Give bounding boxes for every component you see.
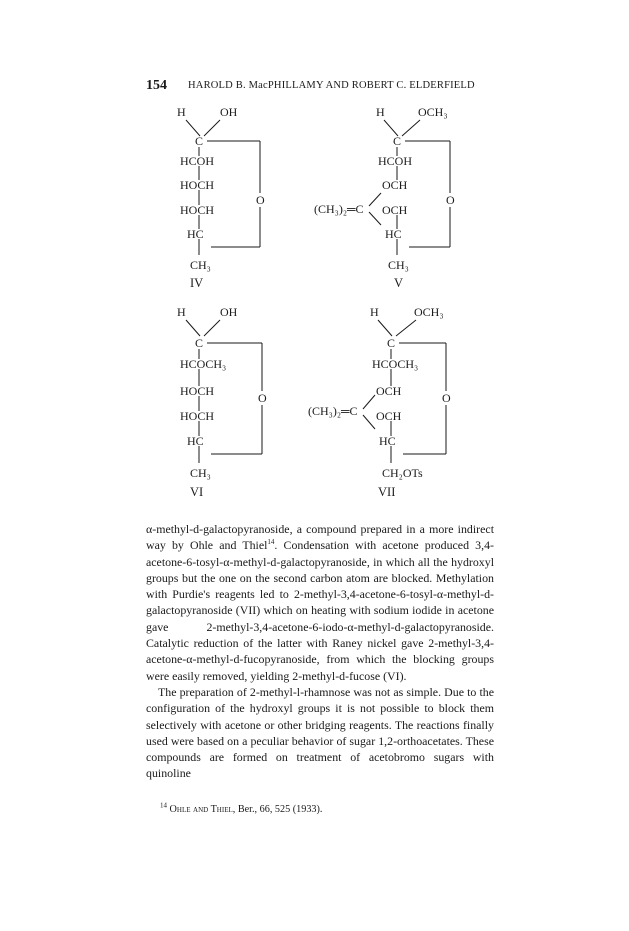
footnote-citation: , Ber., 66, 525 (1933). bbox=[232, 804, 323, 815]
v-label: V bbox=[394, 276, 404, 290]
v-row-2: OCH bbox=[382, 178, 408, 192]
footnote-marker: 14 bbox=[160, 801, 167, 810]
vii-tail: CH₂OTs bbox=[382, 466, 423, 480]
v-isopropylidene: (CH₃)₂═C bbox=[314, 202, 364, 216]
iv-row-4: HC bbox=[187, 227, 204, 241]
iv-row-2: HOCH bbox=[180, 178, 215, 192]
vii-label: VII bbox=[378, 485, 396, 499]
v-row-1: HCOH bbox=[378, 154, 413, 168]
vi-row-4: HC bbox=[187, 434, 204, 448]
iv-row-1: HCOH bbox=[180, 154, 215, 168]
structural-formulas bbox=[140, 103, 500, 513]
paragraph-1 bbox=[146, 521, 494, 684]
vii-row-2: OCH bbox=[376, 384, 402, 398]
iv-ring-oxygen: O bbox=[256, 193, 265, 207]
v-ring-carbon: C bbox=[393, 134, 402, 148]
footnote-authors: Ohle and Thiel bbox=[169, 804, 233, 815]
vi-tail: CH₃ bbox=[190, 466, 211, 480]
vii-row-4: HC bbox=[379, 434, 396, 448]
vii-isopropylidene: (CH₃)₂═C bbox=[308, 404, 358, 418]
formula-diagram bbox=[140, 103, 500, 513]
page-number: 154 bbox=[146, 78, 167, 93]
paragraph-2: The preparation of 2-methyl-l-rhamnose was not as simple. Due to the configuration of the hydroxyl groups it is not possible to block them selectively with acetone or other bridging reagents. The reactions finally used were based on a peculiar behavior of sugar 1,2-orthoacetates. These compounds are formed on treatment of acetobromo sugars with quinoline bbox=[146, 684, 494, 781]
vii-row-1: HCOCH₃ bbox=[372, 357, 419, 371]
vii-top-left: H bbox=[370, 305, 379, 319]
running-head: HAROLD B. MacPHILLAMY AND ROBERT C. ELDERFIELD bbox=[188, 80, 475, 91]
body-text bbox=[146, 521, 494, 782]
footnote-ref: 14 bbox=[267, 538, 275, 547]
footnote bbox=[160, 801, 323, 815]
iv-top-right: OH bbox=[220, 105, 238, 119]
v-ring-oxygen: O bbox=[446, 193, 455, 207]
paragraph-1-rest: . Condensation with acetone produced 3,4-acetone-6-tosyl-α-methyl-d-galactopyranoside, in which all the hydroxyl groups but the one on the second carbon atom are blocked. Methylation with Purdie's reagents led to 2-methyl-3,4-acetone-6-tosyl-α-methyl-d-galactopyranoside (VII) which on heating with sodium iodide in acetone gave 2-methyl-3,4-acetone-6-iodo-α-methyl-d-galactopyranoside. Catalytic reduction of the latter with Raney nickel gave 2-methyl-3,4-acetone-α-methyl-d-fucopyranoside, from which the blocking groups were easily removed, yielding 2-methyl-d-fucose (VI). bbox=[146, 538, 494, 683]
vi-ring-carbon: C bbox=[195, 336, 204, 350]
v-top-left: H bbox=[376, 105, 385, 119]
v-tail: CH₃ bbox=[388, 258, 409, 272]
vii-ring-oxygen: O bbox=[442, 391, 451, 405]
vi-row-2: HOCH bbox=[180, 384, 215, 398]
vi-row-1: HCOCH₃ bbox=[180, 357, 227, 371]
vi-top-right: OH bbox=[220, 305, 238, 319]
v-top-right: OCH₃ bbox=[418, 105, 448, 119]
vi-row-3: HOCH bbox=[180, 409, 215, 423]
iv-tail: CH₃ bbox=[190, 258, 211, 272]
vii-ring-carbon: C bbox=[387, 336, 396, 350]
v-row-4: HC bbox=[385, 227, 402, 241]
vi-top-left: H bbox=[177, 305, 186, 319]
iv-row-3: HOCH bbox=[180, 203, 215, 217]
vi-label: VI bbox=[190, 485, 204, 499]
paragraph-1-start: α-methyl-d-galactopyranoside, a compound prepared in a more indirect way by Ohle and Thiel bbox=[146, 522, 494, 553]
iv-top-left: H bbox=[177, 105, 186, 119]
iv-label: IV bbox=[190, 276, 204, 290]
vii-top-right: OCH₃ bbox=[414, 305, 444, 319]
vi-ring-oxygen: O bbox=[258, 391, 267, 405]
page-header bbox=[146, 78, 491, 96]
iv-ring-carbon: C bbox=[195, 134, 204, 148]
vii-row-3: OCH bbox=[376, 409, 402, 423]
v-row-3: OCH bbox=[382, 203, 408, 217]
